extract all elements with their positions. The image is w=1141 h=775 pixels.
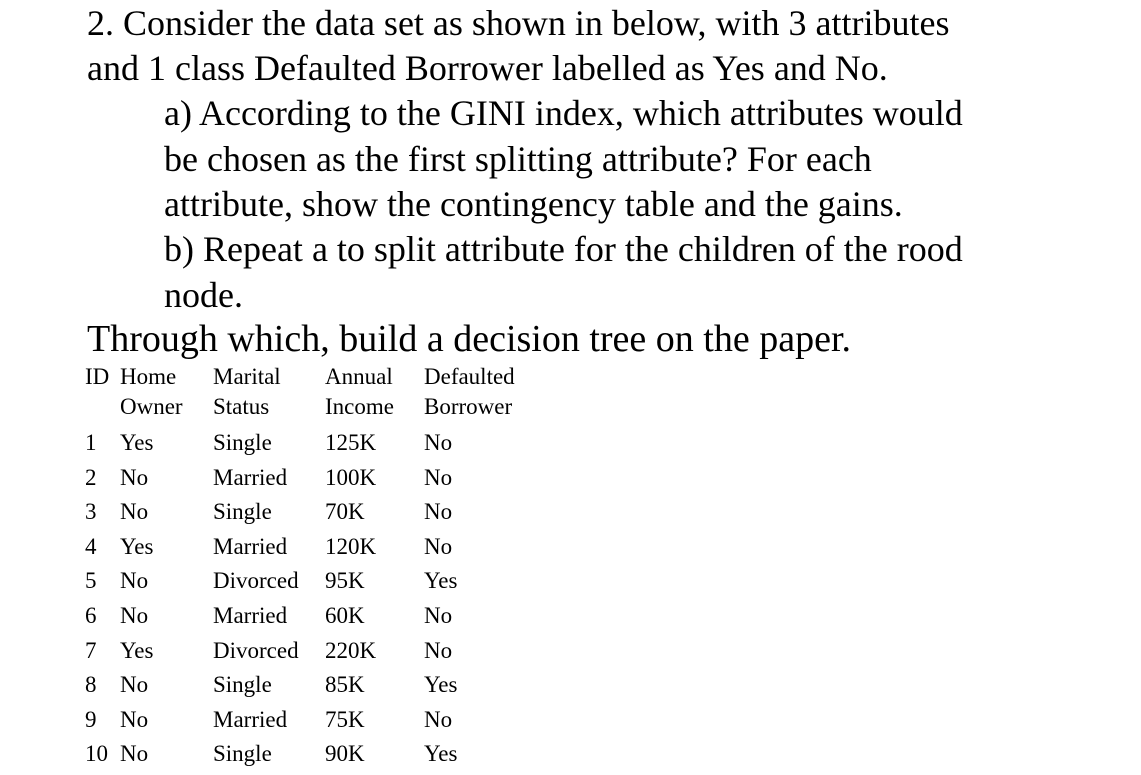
cell-defaulted-borrower: Yes <box>424 568 458 594</box>
cell-marital-status: Single <box>213 499 272 525</box>
header-annual: Annual <box>325 364 393 389</box>
table-row <box>85 703 534 738</box>
cell-annual-income: 90K <box>325 741 365 767</box>
cell-id: 10 <box>85 741 108 767</box>
cell-marital-status: Single <box>213 430 272 455</box>
cell-id: 4 <box>85 533 97 559</box>
table-row <box>85 564 534 599</box>
table-row <box>85 461 534 496</box>
cell-defaulted-borrower: No <box>424 602 453 628</box>
question-line-1: 2. Consider the data set as shown in below, with 3 attributes <box>87 3 950 43</box>
question-line-2: and 1 class Defaulted Borrower labelled as Yes and No. <box>87 48 888 88</box>
cell-home-owner: No <box>120 568 149 594</box>
question-part-a-line-2: be chosen as the first splitting attribute? For each <box>164 139 872 179</box>
table-row <box>85 426 534 461</box>
question-part-b-line-2: node. <box>164 275 243 315</box>
cell-home-owner: Yes <box>120 430 154 455</box>
cell-annual-income: 75K <box>325 706 365 732</box>
cell-defaulted-borrower: No <box>424 464 453 490</box>
cell-home-owner: No <box>120 706 149 732</box>
cell-id: 3 <box>85 499 97 525</box>
cell-id: 1 <box>85 430 97 455</box>
cell-marital-status: Married <box>213 602 288 628</box>
header-income: Income <box>325 394 394 419</box>
table-row <box>85 737 534 772</box>
cell-marital-status: Single <box>213 672 272 698</box>
dataset-table-header <box>85 362 534 426</box>
header-row-top <box>85 362 534 392</box>
question-closing-line: Through which, build a decision tree on the paper. <box>87 318 852 360</box>
cell-annual-income: 85K <box>325 672 365 698</box>
header-row-bottom <box>85 392 534 426</box>
cell-home-owner: No <box>120 464 149 490</box>
dataset-table <box>85 362 534 772</box>
cell-id: 7 <box>85 637 97 663</box>
cell-defaulted-borrower: No <box>424 637 453 663</box>
cell-id: 9 <box>85 706 97 732</box>
cell-annual-income: 70K <box>325 499 365 525</box>
question-part-b-line-1: b) Repeat a to split attribute for the children of the rood <box>164 229 963 269</box>
cell-defaulted-borrower: No <box>424 499 453 525</box>
cell-defaulted-borrower: Yes <box>424 741 458 767</box>
table-row <box>85 530 534 565</box>
cell-home-owner: No <box>120 741 149 767</box>
cell-home-owner: Yes <box>120 533 154 559</box>
cell-marital-status: Divorced <box>213 568 299 594</box>
dataset-table-body <box>85 426 534 772</box>
table-row <box>85 495 534 530</box>
cell-defaulted-borrower: No <box>424 533 453 559</box>
cell-annual-income: 100K <box>325 464 377 490</box>
cell-marital-status: Divorced <box>213 637 299 663</box>
table-row <box>85 599 534 634</box>
header-owner: Owner <box>120 394 183 419</box>
header-borrower: Borrower <box>424 394 513 419</box>
cell-home-owner: Yes <box>120 637 154 663</box>
cell-id: 2 <box>85 464 97 490</box>
cell-marital-status: Married <box>213 706 288 732</box>
cell-annual-income: 120K <box>325 533 377 559</box>
header-id: ID <box>85 364 110 389</box>
header-status: Status <box>213 394 270 419</box>
cell-defaulted-borrower: No <box>424 430 453 455</box>
cell-defaulted-borrower: Yes <box>424 672 458 698</box>
header-id-sub <box>85 392 120 426</box>
cell-defaulted-borrower: No <box>424 706 453 732</box>
cell-id: 8 <box>85 672 97 698</box>
header-home: Home <box>120 364 177 389</box>
table-row <box>85 668 534 703</box>
cell-annual-income: 125K <box>325 430 377 455</box>
header-marital: Marital <box>213 364 281 389</box>
cell-marital-status: Married <box>213 533 288 559</box>
cell-marital-status: Single <box>213 741 272 767</box>
cell-marital-status: Married <box>213 464 288 490</box>
cell-id: 6 <box>85 602 97 628</box>
question-part-a-line-3: attribute, show the contingency table and the gains. <box>164 184 903 224</box>
cell-home-owner: No <box>120 672 149 698</box>
table-row <box>85 634 534 669</box>
cell-home-owner: No <box>120 499 149 525</box>
header-defaulted: Defaulted <box>424 364 515 389</box>
cell-home-owner: No <box>120 602 149 628</box>
cell-annual-income: 220K <box>325 637 377 663</box>
cell-annual-income: 95K <box>325 568 365 594</box>
cell-id: 5 <box>85 568 97 594</box>
cell-annual-income: 60K <box>325 602 365 628</box>
question-part-a-line-1: a) According to the GINI index, which attributes would <box>164 93 963 133</box>
